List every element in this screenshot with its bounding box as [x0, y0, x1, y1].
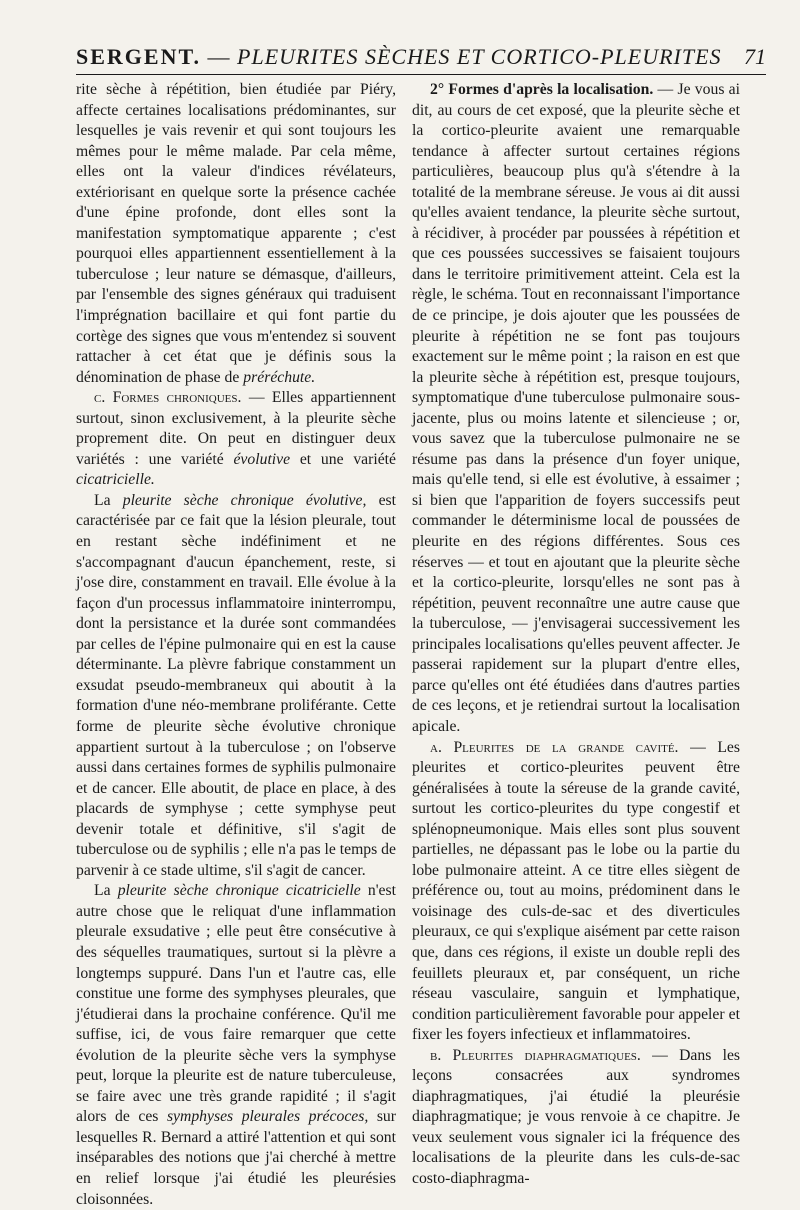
paragraph-text: rite sèche à répétition, bien étudiée par Piéry, affecte certaines localisations prédominantes, sur lesquelles je vais revenir et qui sont toujours les mêmes pour le même malade. Par cela même, elles ont la valeur d'indices révélateurs, extériorisant en quelque sorte la présence cachée d'une épine profonde, dont elles sont la manifestation symptomatique apparente ; c'est pourquoi elles appartiennent essentiellement à la tuberculose ; leur nature se démasque, d'ailleurs, par l'ensemble des signes généraux qui traduisent l'imprégnation bacillaire et qui font partie du cortège des signes que vous m'entendez si souvent rattacher à cet état que je définis sous la dénomination de phase de: [76, 81, 396, 386]
left-column: [76, 80, 397, 1208]
paragraph-text: et une variété: [299, 450, 396, 468]
italic-term: symphyses pleurales précoces,: [166, 1108, 369, 1126]
running-header: [76, 40, 766, 75]
paragraph: [412, 80, 740, 738]
paragraph-text: n'est autre chose que le reliquat d'une inflammation pleurale exsudative ; elle peut être consécutive à des séquelles traumatiques, surtout si la plèvre a longtemps suppuré. Dans l'un et l'autre cas, elle constitue une forme des symphyses pleurales, que j'étudierai dans la prochaine conférence. Qu'il me suffise, ici, de vous faire remarquer que cette évolution de la pleurite sèche vers la symphyse peut, lorque la pleurite est de nature tuberculeuse, se faire avec une très grande rapidité ; il s'agit alors de ces: [76, 882, 396, 1126]
italic-term: pleurite sèche chronique cicatricielle: [117, 882, 361, 900]
paragraph: [412, 1046, 740, 1190]
paragraph: [76, 881, 396, 1210]
paragraph-text: La: [94, 882, 111, 900]
italic-term: préréchute.: [243, 368, 316, 386]
italic-term: pleurite sèche chronique évolutive,: [122, 491, 367, 509]
section-label: c. Formes chroniques.: [94, 389, 242, 407]
paragraph: [76, 80, 396, 388]
page-number: 71: [744, 44, 766, 69]
paragraph-text: La: [94, 491, 111, 509]
chapter-title: PLEURITES SÈCHES ET CORTICO-PLEURITES: [237, 44, 722, 69]
paragraph: [412, 738, 740, 1046]
paragraph: [76, 491, 396, 881]
author-name: SERGENT.: [76, 44, 202, 69]
paragraph-text: — Les pleurites et cortico-pleurites peuvent être généralisées à toute la séreuse de la grande cavité, surtout les cortico-pleurites du type congestif et splénopneumonique. Mais elles sont plus souvent partielles, ne dépassant pas le lobe ou la partie du lobe pulmonaire atteint. A ce titre elles siègent de préférence ou, tout au moins, prédominent dans le voisinage des culs-de-sac et des diverticules pleuraux, ce qui s'explique aisément par cette raison que, dans ces régions, il existe un double repli des feuillets pleuraux et, par conséquent, un riche réseau vasculaire, sanguin et lymphatique, condition particulièrement favorable pour appeler et fixer les foyers infectieux et inflammatoires.: [412, 738, 740, 1044]
italic-term: cicatricielle.: [76, 471, 155, 489]
right-column: [412, 80, 741, 1187]
running-head: [76, 44, 722, 74]
paragraph-text: — Dans les leçons consacrées aux syndromes diaphragmatiques, j'ai étudié la pleurésie diaphragmatique; je vous renvoie à ce chapitre. Je veux seulement vous signaler ici la fréquence des localisations de la pleurite dans les culs-de-sac costo-diaphragma-: [412, 1046, 741, 1187]
italic-term: évolutive: [233, 450, 291, 468]
paragraph-text: — Je vous ai dit, au cours de cet exposé, que la pleurite sèche et la cortico-pleurite avaient une remarquable tendance à affecter surtout certaines régions particulières, beaucoup plus qu'à s'étendre à la totalité de la membrane séreuse. Je vous ai dit aussi qu'elles avaient tendance, la pleurite sèche surtout, à récidiver, à procéder par poussées à répétition et que ces poussées successives se faisaient toujours dans le territoire primitivement atteint. Cela est la règle, le schéma. Tout en reconnaissant l'importance de ce principe, je dois ajouter que les poussées de pleurite à répétition ne se font pas toujours exactement sur le même point ; la raison en est que la pleurite sèche à répétition est, presque toujours, symptomatique d'une tuberculose pulmonaire sous-jacente, plus ou moins latente et silencieuse ; or, vous savez que la tuberculose pulmonaire ne se résume pas dans la présence d'un foyer unique, mais qu'elle tend, si elle est évolutive, à essaimer ; si bien que l'apparition de foyers successifs peut commander le déterminisme local de poussées de pleurite en des régions différentes. Sous ces réserves — et tout en ajoutant que la pleurite sèche et la cortico-pleurite, lorsqu'elles ne sont pas à répétition, peuvent reconnaître une autre cause que la tuberculose, — j'envisagerai successivement les principales localisations qu'elles peuvent affecter. Je passerai rapidement sur la plupart d'entre elles, parce qu'elles ont été étudiées dans d'autres parties de ces leçons, et je retiendrai surtout la localisation apicale.: [412, 81, 740, 735]
section-heading: 2° Formes d'après la localisation.: [430, 81, 654, 98]
paragraph: [76, 388, 396, 491]
paragraph-text: est caractérisée par ce fait que la lésion pleurale, tout en restant sèche indéfiniment et ne s'accompagnant d'aucun épanchement, reste, si j'ose dire, constamment en travail. Elle évolue à la façon d'un processus inflammatoire ininterrompu, dont la persistance et la durée sont commandées par celles de l'épine pulmonaire qui en est la cause déterminante. La plèvre fabrique constamment un exsudat pseudo-membraneux qui aboutit à la formation d'une néo-membrane proliférante. Cette forme de pleurite sèche évolutive chronique appartient surtout à la tuberculose ; on l'observe aussi dans certaines formes de syphilis pulmonaire et de cancer. Elle aboutit, de place en place, à des placards de symphyse ; cette symphyse peut devenir totale et définitive, s'il s'agit de tuberculose ou de syphilis ; elle n'a pas le temps de parvenir à ce stade ultime, s'il s'agit de cancer.: [76, 491, 397, 879]
header-dash: —: [207, 44, 231, 69]
paragraph-text: — Elles appartiennent surtout, sinon exclusivement, à la pleurite sèche proprement dite. On peut en distinguer deux variétés : une variété: [76, 389, 396, 468]
section-label: a. Pleurites de la grande cavité.: [430, 738, 679, 756]
paragraph-text: sur lesquelles R. Bernard a attiré l'attention et qui sont inséparables des notions que j'ai cherché à mettre en relief lorsque j'ai étudié les pleurésies cloisonnées.: [76, 1108, 396, 1208]
section-label: b. Pleurites diaphragmatiques.: [430, 1046, 641, 1064]
